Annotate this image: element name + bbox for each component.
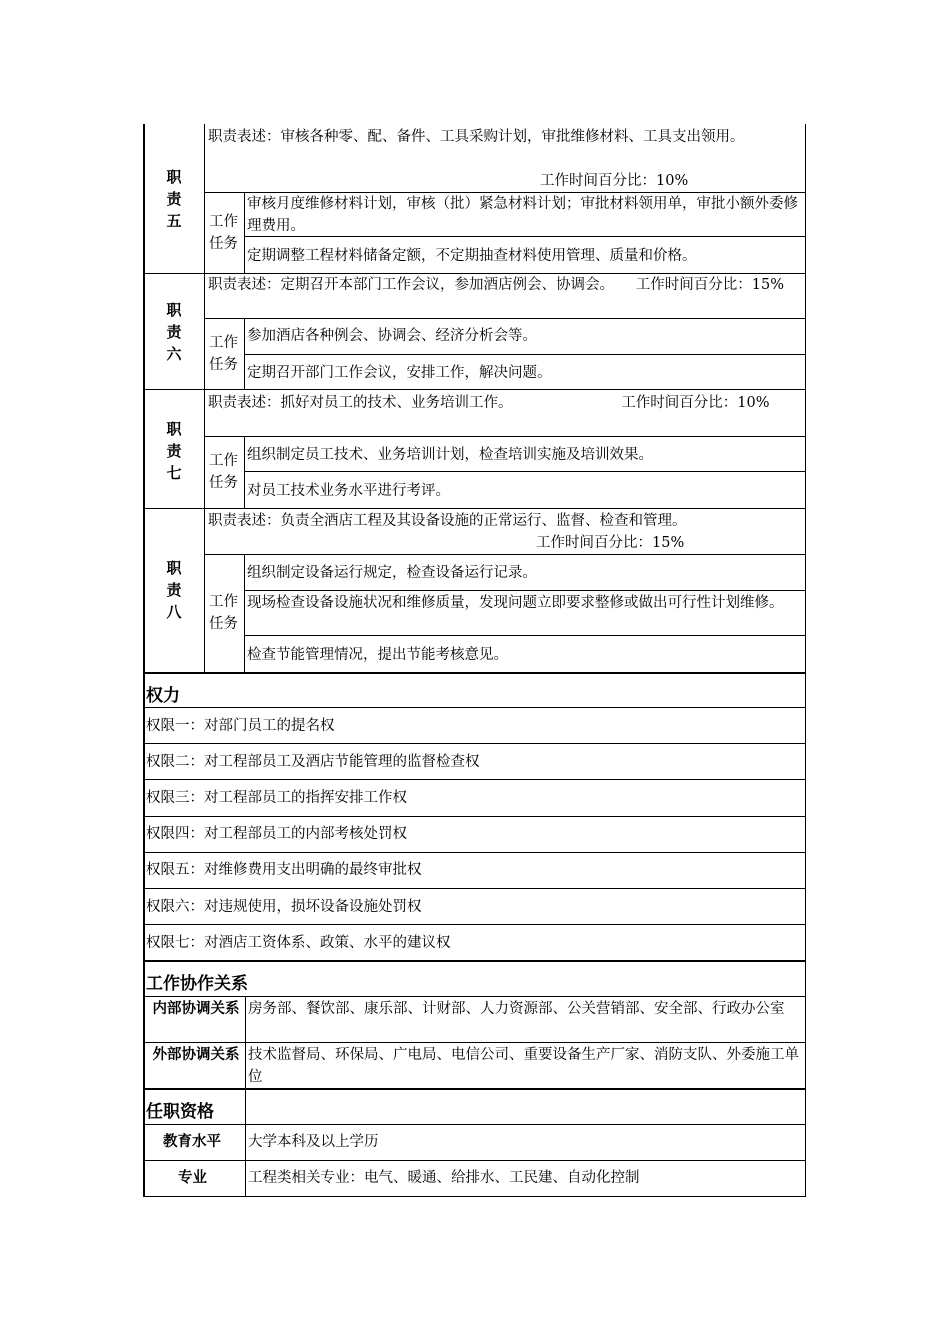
duty-5-task-label: 工作任务 — [209, 214, 238, 252]
duty-5-statement: 职责表述：审核各种零、配、备件、工具采购计划，审批维修材料、工具支出领用。 — [208, 129, 745, 145]
authority-item-6: 权限六：对违规使用，损坏设备设施处罚权 — [146, 899, 422, 915]
duty-7-task-2: 对员工技术业务水平进行考评。 — [247, 483, 450, 499]
table-right-border — [805, 124, 806, 1197]
duty-8-task-1: 组织制定设备运行规定，检查设备运行记录。 — [247, 565, 537, 581]
major-label: 专业 — [178, 1169, 207, 1186]
qualification-title: 任职资格 — [146, 1102, 214, 1122]
duty-7-statement: 职责表述：抓好对员工的技术、业务培训工作。 工作时间百分比：10% — [208, 395, 770, 411]
internal-coordination-label: 内部协调关系 — [152, 1000, 240, 1017]
duty-6-statement: 职责表述：定期召开本部门工作会议，参加酒店例会、协调会。 工作时间百分比：15% — [208, 277, 784, 293]
duty-8-task-label: 工作任务 — [209, 594, 238, 632]
authority-item-4: 权限四：对工程部员工的内部考核处罚权 — [146, 826, 407, 842]
duty-8-label: 职责八 — [166, 559, 182, 621]
job-description-table — [143, 124, 807, 1197]
duty-5-label: 职责五 — [166, 168, 182, 230]
external-coordination-value: 技术监督局、环保局、广电局、电信公司、重要设备生产厂家、消防支队、外委施工单位 — [248, 1047, 799, 1085]
authority-item-1: 权限一：对部门员工的提名权 — [146, 718, 335, 734]
duty-5-task-1: 审核月度维修材料计划，审核（批）紧急材料计划；审批材料领用单，审批小额外委修理费用。 — [247, 196, 798, 234]
authority-item-7: 权限七：对酒店工资体系、政策、水平的建议权 — [146, 935, 451, 951]
duty-7-label: 职责七 — [166, 420, 182, 482]
duty-7-task-label: 工作任务 — [209, 453, 238, 491]
duty-8-time-pct: 工作时间百分比：15% — [536, 535, 685, 551]
major-value: 工程类相关专业：电气、暖通、给排水、工民建、自动化控制 — [248, 1170, 640, 1186]
duty-6-label: 职责六 — [166, 301, 182, 363]
duty-6-task-2: 定期召开部门工作会议，安排工作，解决问题。 — [247, 365, 552, 381]
duty-8-task-3: 检查节能管理情况，提出节能考核意见。 — [247, 647, 508, 663]
authority-title: 权力 — [146, 686, 180, 706]
duty-8-task-2: 现场检查设备设施状况和维修质量，发现问题立即要求整修或做出可行性计划维修。 — [247, 595, 784, 611]
duty-6-task-label: 工作任务 — [209, 335, 238, 373]
education-label: 教育水平 — [163, 1133, 221, 1150]
external-coordination-label: 外部协调关系 — [152, 1046, 240, 1063]
education-value: 大学本科及以上学历 — [248, 1134, 379, 1150]
internal-coordination-value: 房务部、餐饮部、康乐部、计财部、人力资源部、公关营销部、安全部、行政办公室 — [248, 1001, 785, 1017]
authority-item-2: 权限二：对工程部员工及酒店节能管理的监督检查权 — [146, 754, 480, 770]
table-left-border — [143, 124, 145, 1197]
authority-item-3: 权限三：对工程部员工的指挥安排工作权 — [146, 790, 407, 806]
authority-item-5: 权限五：对维修费用支出明确的最终审批权 — [146, 862, 422, 878]
duty-5-task-2: 定期调整工程材料储备定额，不定期抽查材料使用管理、质量和价格。 — [247, 248, 697, 264]
duty-7-task-1: 组织制定员工技术、业务培训计划，检查培训实施及培训效果。 — [247, 447, 653, 463]
cooperation-title: 工作协作关系 — [146, 974, 248, 994]
duty-6-task-1: 参加酒店各种例会、协调会、经济分析会等。 — [247, 328, 537, 344]
duty-8-statement: 职责表述：负责全酒店工程及其设备设施的正常运行、监督、检查和管理。 — [208, 513, 687, 529]
duty-5-time-pct: 工作时间百分比：10% — [540, 173, 689, 189]
